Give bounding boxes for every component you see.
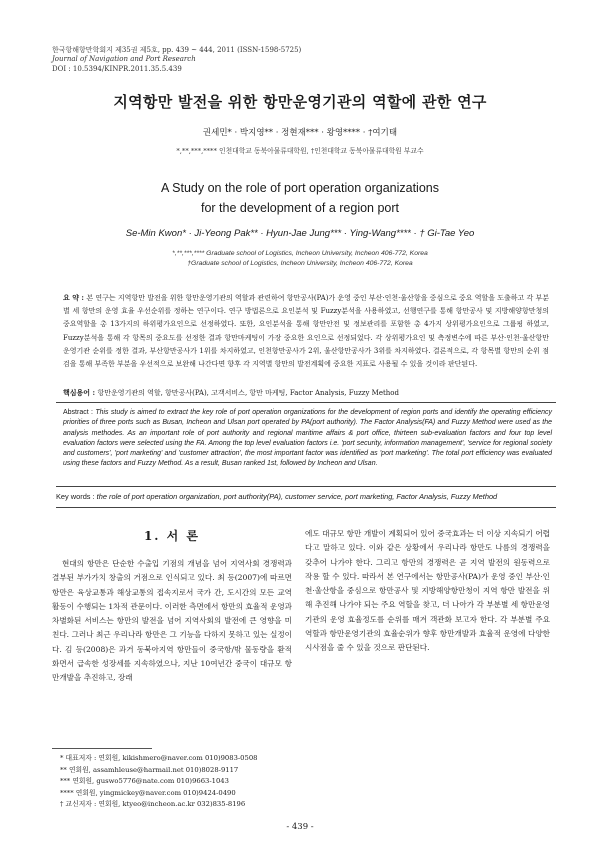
body-paragraph-left: 현대의 항만은 단순한 수출입 기점의 개념을 넘어 지역사회 경쟁력과 결부된 부가가치 창출의 거점으로 인식되고 있다. 최 등(2007)에 따르면 항만은 육상교통과 해상교통의 접속지로서 국가 간, 도시간의 모든 교역활동이 수행되는 1차적 관문이다. 이러한 측면에서 항만의 효율적 운영과 차별화된 서비스는 항만의 발전을 넘어 지역사회의 발전에 큰 영향을 미친다. 그러나 최근 우리나라 항만은 그 기능을 다하지 못하고 있는 실정이다. 김 등(2008)은 과거 동북아지역 항만들이 중국항/밖 물동량을 환적화면서 급속한 성장세를 지속하였으나, 지난 10여년간 중국이 대규모 항만개발을 추진하고, 장래 (52, 559, 292, 683)
abstract-english-label: Abstract : (63, 409, 96, 416)
title-english-line-1: A Study on the role of port operation organizations (161, 181, 439, 195)
footnote-item: † 교신저자 : 연회원, ktyeo@incheon.ac.kr 032)835-8196 (60, 800, 246, 809)
left-column (52, 527, 292, 686)
section-1-title: 1. 서 론 (143, 529, 201, 543)
affiliation-korean: *,**,***,**** 인천대학교 동북아물류대학원, †인천대학교 동북아물류대학원 부교수 (176, 147, 424, 155)
title-english-line-2: for the development of a region port (200, 201, 400, 215)
keywords-korean-label: 핵심용어 : (63, 388, 98, 397)
journal-header-line-2: Journal of Navigation and Port Research (52, 55, 196, 64)
abstract-korean-label: 요 약 : (63, 293, 87, 302)
title-korean: 지역항만 발전을 위한 항만운영기관의 역할에 관한 연구 (113, 93, 487, 111)
keywords-english-label: Key words : (56, 492, 97, 501)
affiliation-english-line-2: †Graduate school of Logistics, Incheon University, Incheon 406-772, Korea (187, 260, 413, 267)
title-english (0, 178, 600, 218)
footnote-rule (52, 748, 152, 749)
abstract-top-rule (56, 402, 556, 403)
footnote-item: **** 연회원, yingmickey@naver.com 010)9424-0490 (60, 788, 236, 797)
journal-header-doi: DOI : 10.5394/KINPR.2011.35.5.439 (52, 64, 182, 73)
authors-korean: 권세민* · 박지영** · 정현재*** · 왕영**** · †여기태 (202, 128, 398, 138)
journal-header-line-1: 한국항해항만학회지 제35권 제5호, pp. 439 ~ 444, 2011 (ISSN-1598-5725) (52, 46, 302, 54)
affiliation-english-line-1: *,**,***,**** Graduate school of Logistics, Incheon University, Incheon 406-772, Korea (172, 250, 428, 257)
footnotes (60, 753, 257, 811)
abstract-korean (63, 291, 549, 371)
keywords-english (56, 492, 556, 501)
footnote-item: *** 연회원, guswo5776@nate.com 010)9663-1043 (60, 777, 229, 786)
keywords-korean-text: 항만운영기관의 역할, 항만공사(PA), 고객서비스, 항만 마케팅, Factor Analysis, Fuzzy Method (97, 389, 400, 397)
footnote-item: * 대표저자 : 연회원, kikishmero@naver.com 010)9083-0508 (60, 754, 258, 762)
body-paragraph-right: 에도 대규모 항만 개발이 계획되어 있어 중국효과는 더 이상 지속되기 어렵다고 말하고 있다. 이와 같은 상황에서 우리나라 항만도 나름의 경쟁력을 갖추어 나가야 한다. 그리고 항만의 경쟁력은 곧 지역 발전의 원동력으로 작용 할 수 있다. 따라서 본 연구에서는 항만공사(PA)가 운영 중인 부산·인천·울산항을 중심으로 항만공사 및 지방해양항만청이 지역 항만 발전을 위해 추진해 나가야 되는 주요 역할을 찾고, 더 나아가 각 부분별 세 항만운영기관의 운영 효율정도를 순위를 매겨 객관화 보고자 한다. 각 부분별 주요역할과 항만운영기관의 효율순위가 향후 항만개발과 효율적 운영에 다양한 시사점을 줄 수 있을 것으로 판단된다. (305, 529, 550, 653)
page-number: - 439 - (286, 822, 314, 832)
abstract-bottom-rule (56, 486, 556, 487)
abstract-korean-text: 본 연구는 지역항만 발전을 위한 항만운영기관의 역할과 관련하여 항만공사(PA)가 운영 중인 부산·인천·울산항을 중심으로 중요 역할을 도출하고 각 부분별 세 항만의 운영 효율 우선순위를 정하는 연구이다. 연구 방법론으로 요인분석 및 Fuzzy분석을 사용하였고, 선행연구를 통해 항만공사 및 지방해양항만청의 중요역할을 총 13가지의 하위평가요인으로 선정하였다. 또한, 요인분석을 통해 항만안전 및 정보관리를 포함한 총 4가지 상위평가요인으로 그룹핑 하였고, Fuzzy분석을 통해 각 항목의 중요도를 선정한 결과 항만마케팅이 가장 중요한 요인으로 선정되었다. 각 상위평가요인 및 측정변수에 따른 부산·인천·울산항만 운영기관 순위를 정한 결과, 부산항만공사가 1위를 차지하였고, 인천항만공사가 2위, 울산항만공사가 3위를 차지하였다. 결론적으로, 각 항목별 항만의 순위 점검을 통해 부족한 부분을 우선적으로 보완해 나간다면 향후 각 지역별 항만의 발전계획에 중요한 지표로 사용될 수 있을 것이라 판단된다. (63, 294, 550, 369)
right-column (305, 527, 550, 656)
authors-english: Se-Min Kwon* · Ji-Yeong Pak** · Hyun-Jae Jung*** · Ying-Wang**** · † Gi-Tae Yeo (125, 228, 475, 239)
abstract-english (63, 408, 552, 470)
abstract-english-text: This study is aimed to extract the key role of port operation organizations for the development of region ports and identify the operating efficiency priorities of three ports such as Busan, Incheon and Ulsan port operated by PA(port authority). The Factor Analysis(FA) and Fuzzy Method were used as the analysis methodes. As an important role of port authority and regional maritime affairs & port office, thirteen sub-evaluation factors and four top level evaluation factors were selected using the FA. Among the top level evaluation factors i.e. 'port security, information management', 'service for regional society and customers', 'port marketing' and 'customer attraction', the most important factor was identified as 'port marketing'. The total port efficiency was evaluated using these factors and Fuzzy Method. As a result, Busan ranked 1st, followed by Incheon and Ulsan. (63, 409, 552, 468)
keywords-bottom-rule (56, 507, 556, 508)
journal-header (52, 46, 301, 74)
keywords-english-text: the role of port operation organization, port authority(PA), customer service, port marketing, Factor Analysis, Fuzzy Method (96, 492, 498, 501)
footnote-item: ** 연회원, assamhleuse@harmail.net 010)8028-9117 (60, 765, 239, 774)
keywords-korean (63, 388, 549, 398)
affiliation-english (0, 249, 600, 269)
